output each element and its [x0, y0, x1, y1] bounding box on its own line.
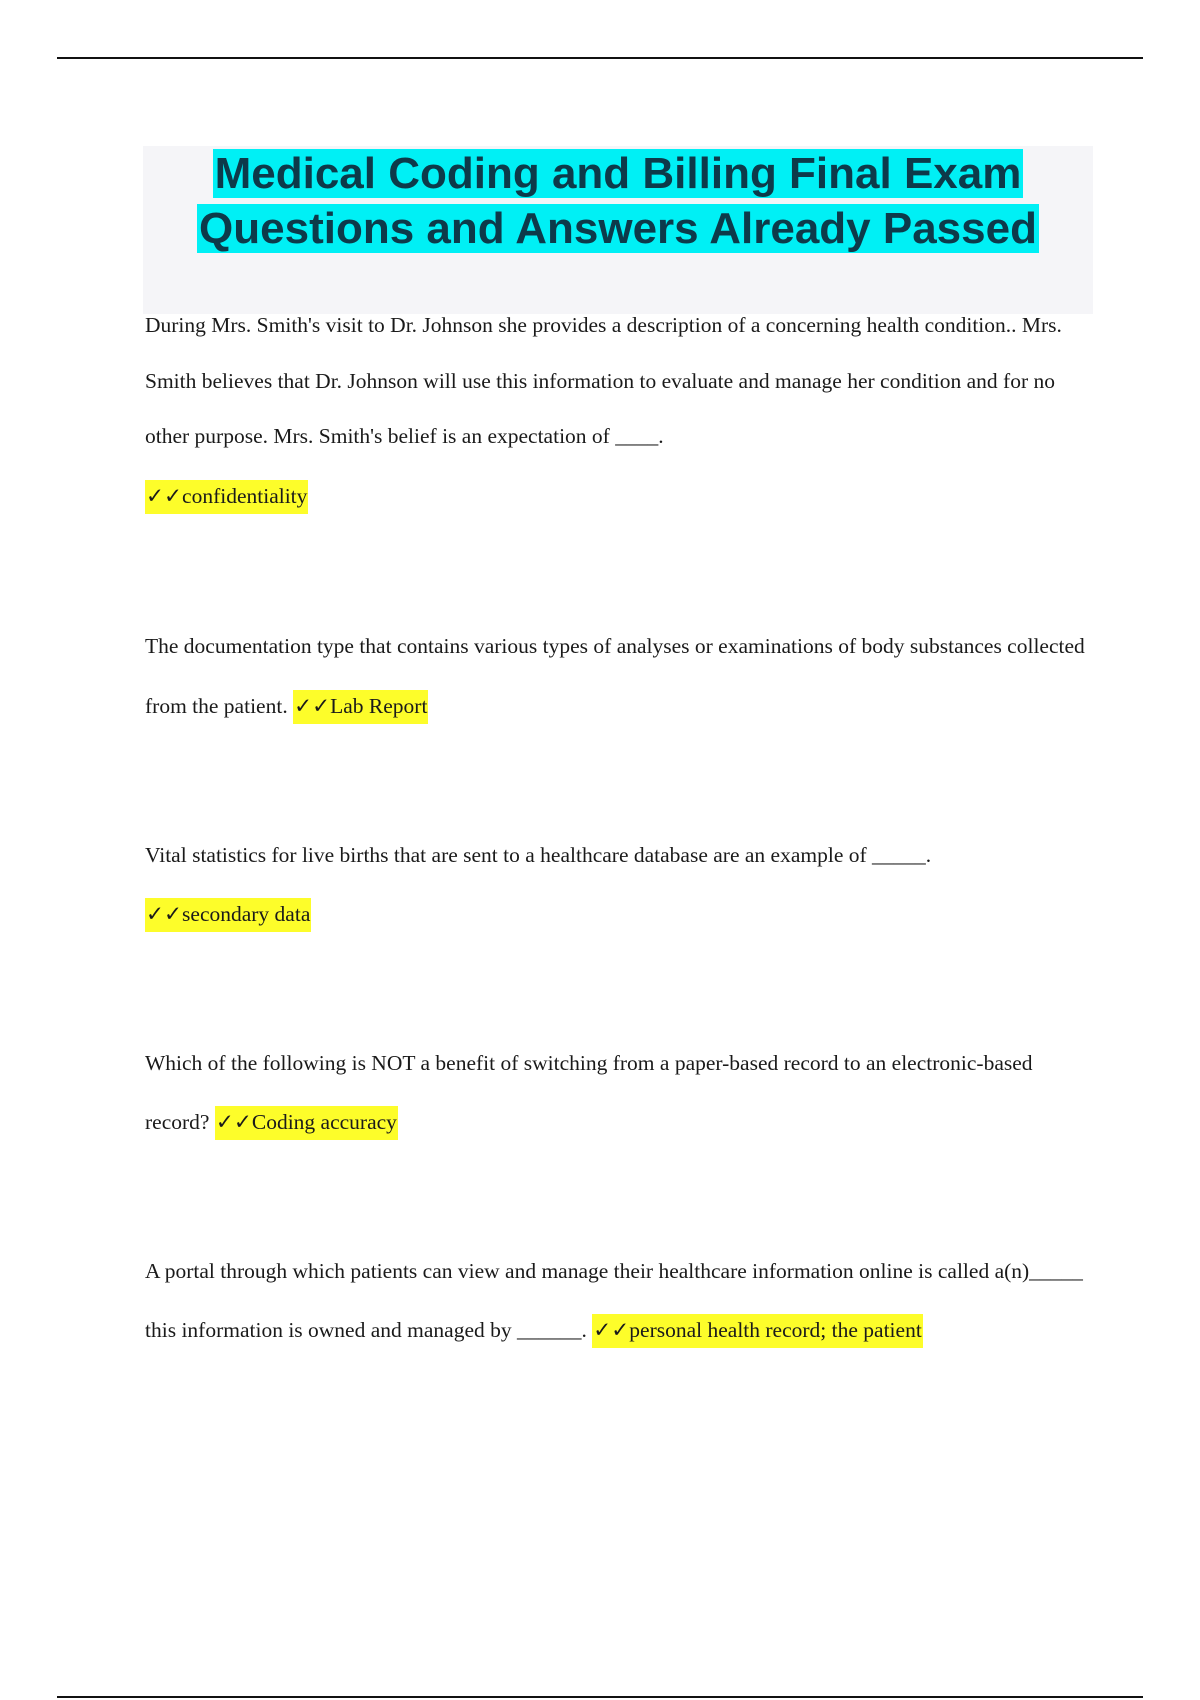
answer-highlight: ✓✓secondary data	[145, 898, 311, 932]
qa-item-2	[145, 616, 1085, 736]
top-divider	[57, 57, 1143, 59]
title-line-1: Medical Coding and Billing Final Exam	[214, 149, 1022, 198]
question-text: The documentation type that contains various types of analyses or examinations of body substances collected from the patient.	[145, 634, 1085, 718]
bottom-divider	[57, 1696, 1143, 1698]
question-text: A portal through which patients can view and manage their healthcare information online is called a(n)_____ this information is owned and managed by ______.	[145, 1259, 1083, 1342]
page-title	[143, 146, 1093, 256]
question-text: Vital statistics for live births that are sent to a healthcare database are an example of _____.	[145, 843, 932, 867]
qa-item-4	[145, 1034, 1085, 1152]
answer-highlight: ✓✓personal health record; the patient	[592, 1314, 923, 1348]
qa-item-1	[145, 298, 1085, 524]
question-text: Which of the following is NOT a benefit of switching from a paper-based record to an electronic-based record?	[145, 1051, 1033, 1134]
answer-highlight: ✓✓Coding accuracy	[215, 1106, 398, 1140]
answer-highlight: ✓✓confidentiality	[145, 480, 308, 514]
question-text: During Mrs. Smith's visit to Dr. Johnson she provides a description of a concerning health condition.. Mrs. Smith believes that Dr. Johnson will use this information to evaluate and manage her condition and for no other purpose. Mrs. Smith's belief is an expectation of ____.	[145, 313, 1062, 448]
qa-item-5	[145, 1242, 1085, 1360]
title-line-2: Questions and Answers Already Passed	[199, 204, 1037, 253]
answer-highlight: ✓✓Lab Report	[293, 690, 428, 724]
qa-item-3	[145, 826, 1085, 944]
